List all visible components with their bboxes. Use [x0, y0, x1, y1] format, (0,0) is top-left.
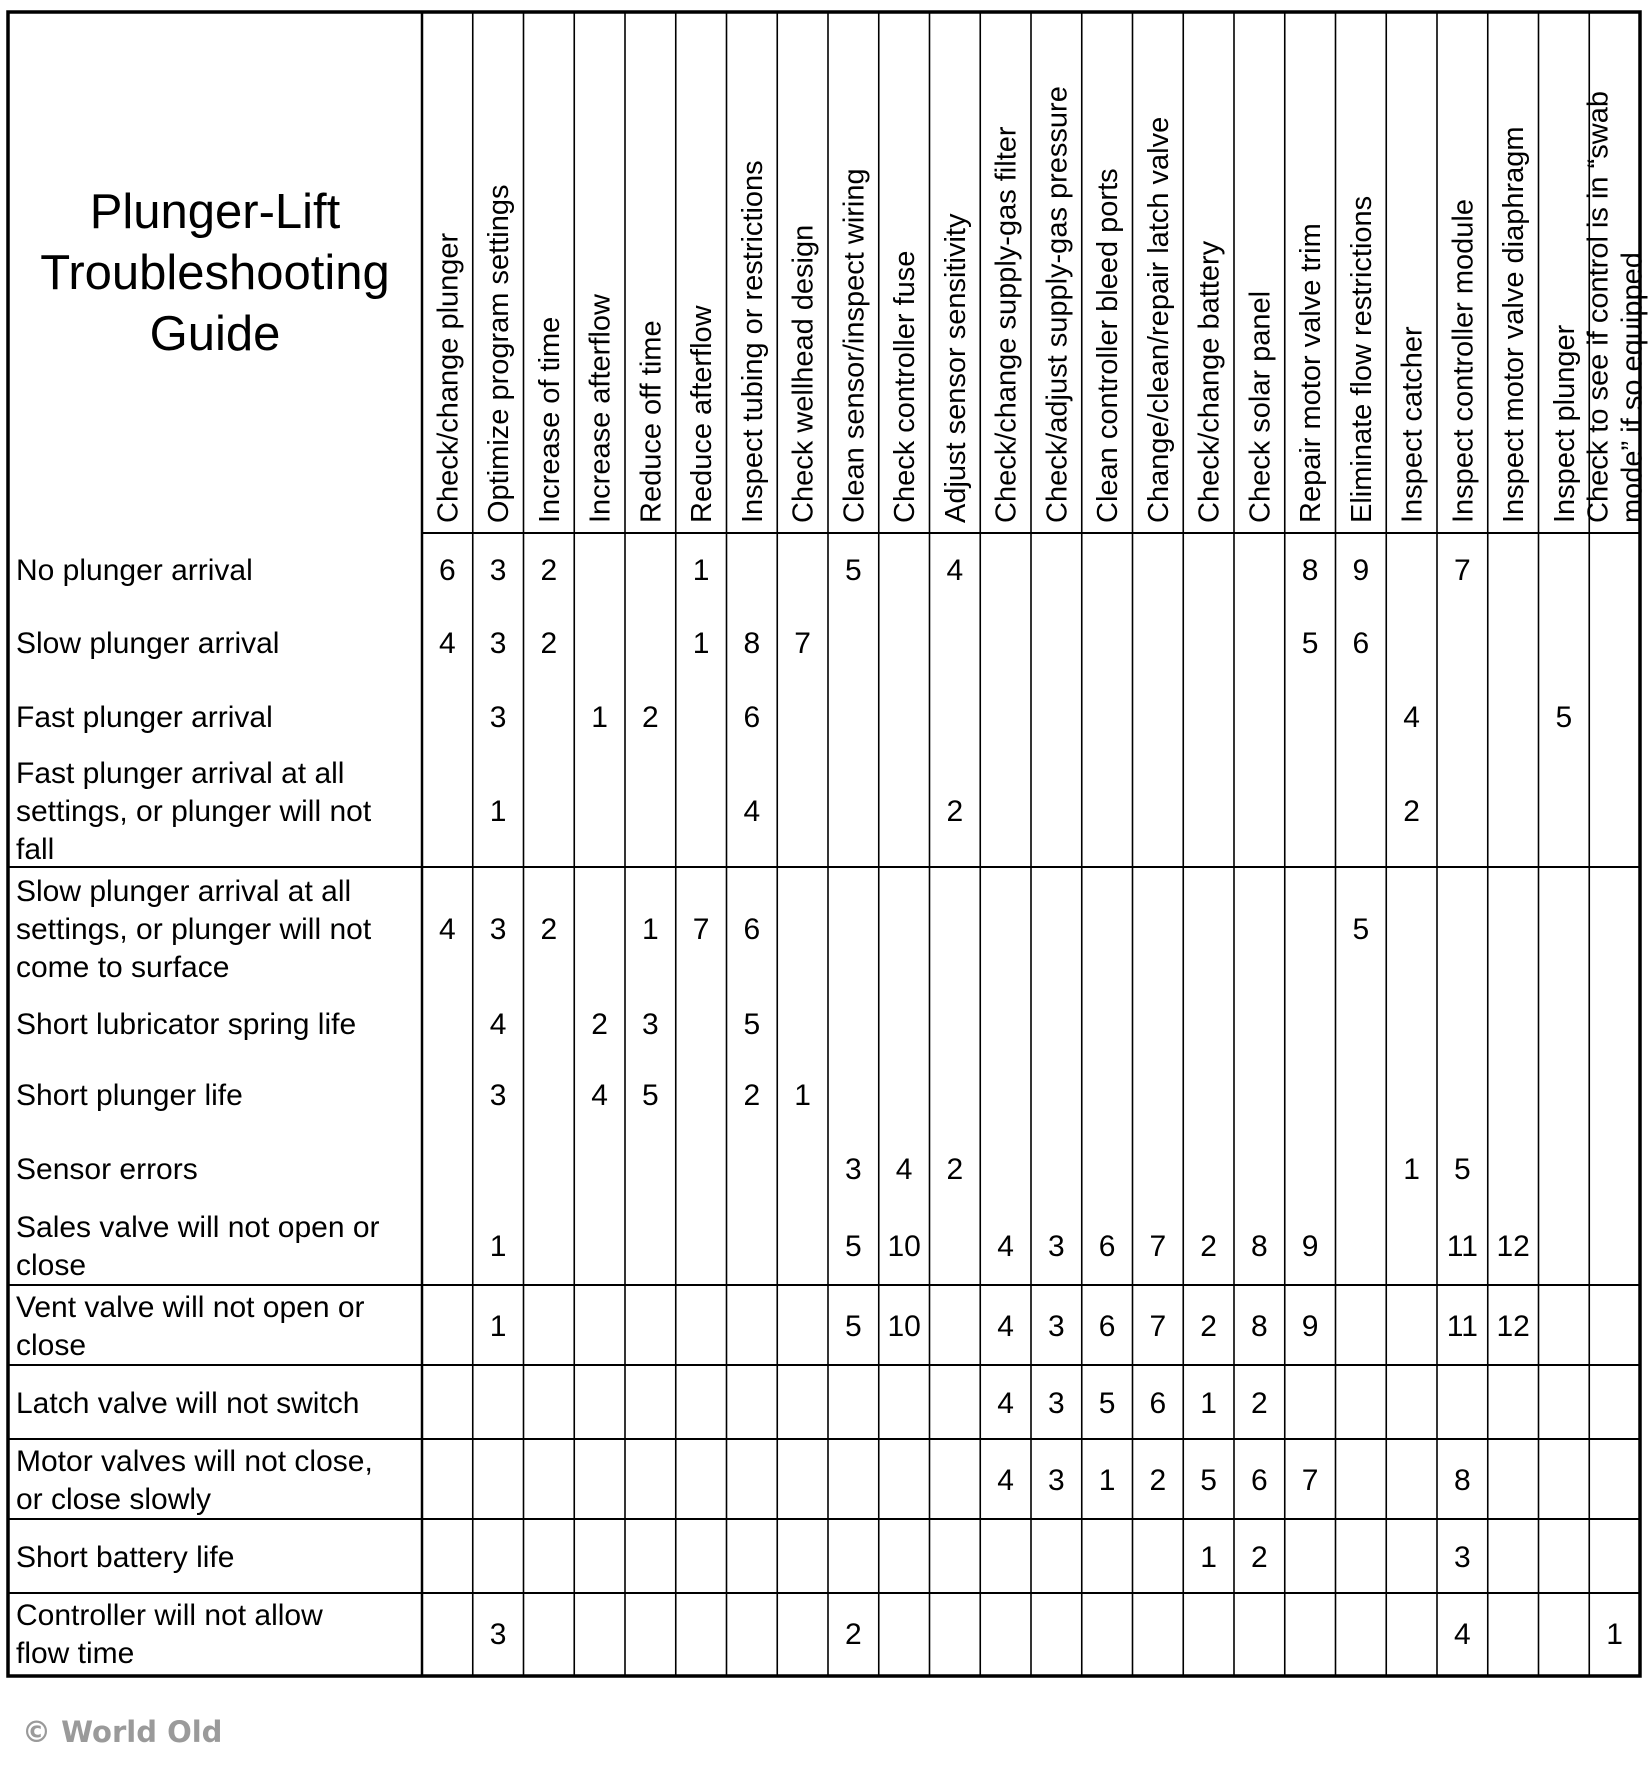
priority-cell: 8 [1251, 1310, 1268, 1343]
row-label: Motor valves will not close, [16, 1445, 373, 1478]
row-label: Slow plunger arrival [16, 627, 280, 660]
priority-cell: 9 [1301, 1310, 1319, 1343]
priority-cell: 5 [845, 554, 862, 587]
copyright-notice: © World Old [22, 1715, 223, 1749]
priority-cell: 2 [845, 1618, 862, 1651]
column-header: Change/clean/repair latch valve [1142, 116, 1175, 523]
column-header: Check/change supply-gas filter [990, 126, 1023, 523]
priority-cell: 5 [743, 1008, 761, 1041]
column-header: Clean controller bleed ports [1092, 168, 1125, 523]
priority-cell: 3 [489, 1618, 507, 1651]
priority-cell: 8 [743, 627, 761, 660]
column-header: Check wellhead design [787, 224, 820, 523]
priority-cell: 1 [692, 554, 710, 587]
priority-cell: 6 [1098, 1230, 1116, 1263]
priority-cell: 3 [1048, 1387, 1065, 1420]
priority-cell: 3 [1048, 1310, 1065, 1343]
priority-cell: 2 [540, 554, 558, 587]
row-label: Vent valve will not open or [16, 1291, 365, 1324]
row-label: Latch valve will not switch [16, 1387, 360, 1420]
priority-cell: 11 [1446, 1230, 1478, 1263]
priority-cell: 3 [489, 1079, 507, 1112]
column-header: Check/adjust supply-gas pressure [1041, 86, 1074, 523]
title-line: Troubleshooting [40, 246, 390, 300]
priority-cell: 7 [1149, 1310, 1167, 1343]
priority-cell: 3 [489, 701, 507, 734]
priority-cell: 2 [1200, 1230, 1217, 1263]
priority-cell: 6 [1251, 1464, 1268, 1497]
priority-cell: 6 [1098, 1310, 1116, 1343]
row-label: No plunger arrival [16, 554, 253, 587]
priority-cell: 3 [489, 913, 507, 946]
column-header: mode” if so equipped [1616, 252, 1649, 523]
priority-cell: 9 [1352, 554, 1370, 587]
title-line: Guide [149, 307, 281, 361]
priority-cell: 5 [1200, 1464, 1217, 1497]
priority-cell: 4 [946, 554, 964, 587]
priority-cell: 2 [946, 795, 964, 828]
priority-cell: 5 [1555, 701, 1573, 734]
row-labels [16, 554, 380, 1670]
row-label: Fast plunger arrival [16, 701, 273, 734]
priority-cell: 7 [692, 913, 710, 946]
priority-cell: 1 [1200, 1541, 1217, 1574]
priority-cell: 1 [489, 1230, 507, 1263]
priority-cell: 2 [1251, 1541, 1268, 1574]
priority-cell: 1 [489, 1310, 507, 1343]
priority-cell: 1 [489, 795, 507, 828]
priority-cell: 1 [1606, 1618, 1623, 1651]
priority-cell: 4 [1454, 1618, 1471, 1651]
priority-cell: 7 [1149, 1230, 1167, 1263]
column-header: Check/change battery [1193, 240, 1226, 523]
priority-cell: 3 [1454, 1541, 1471, 1574]
column-header: Repair motor valve trim [1295, 223, 1328, 523]
priority-cell: 1 [591, 701, 608, 734]
priority-cell: 3 [1048, 1230, 1065, 1263]
priority-cell: 2 [591, 1008, 608, 1041]
priority-cell: 1 [794, 1079, 811, 1112]
priority-cell: 1 [692, 627, 710, 660]
row-label: or close slowly [16, 1483, 212, 1516]
row-label: Short plunger life [16, 1079, 243, 1112]
row-label: Fast plunger arrival at all [16, 757, 345, 790]
row-label: Sensor errors [16, 1153, 198, 1186]
priority-cell: 5 [1301, 627, 1319, 660]
priority-cell: 5 [1098, 1387, 1116, 1420]
priority-cell: 2 [540, 627, 558, 660]
row-label: flow time [16, 1637, 135, 1670]
row-label: Short battery life [16, 1541, 235, 1574]
column-header: Increase afterflow [584, 294, 617, 523]
priority-cell: 2 [540, 913, 558, 946]
priority-cell: 8 [1454, 1464, 1471, 1497]
column-header: Increase of time [533, 316, 566, 523]
priority-cell: 2 [1200, 1310, 1217, 1343]
priority-cell: 4 [489, 1008, 507, 1041]
priority-cell: 1 [1403, 1153, 1420, 1186]
column-header: Adjust sensor sensitivity [939, 213, 972, 523]
priority-cell: 2 [946, 1153, 964, 1186]
column-header: Optimize program settings [483, 184, 516, 523]
column-header: Inspect catcher [1396, 326, 1429, 523]
column-header: Check solar panel [1244, 290, 1277, 523]
priority-cell: 4 [895, 1153, 913, 1186]
priority-cell: 4 [997, 1387, 1014, 1420]
column-header: Clean sensor/inspect wiring [838, 168, 871, 523]
priority-cell: 7 [1454, 554, 1471, 587]
priority-cell: 3 [489, 627, 507, 660]
column-header: Check controller fuse [889, 250, 922, 523]
row-label: come to surface [16, 951, 230, 984]
priority-cell: 10 [887, 1230, 921, 1263]
priority-cell: 4 [743, 795, 761, 828]
priority-cell: 5 [845, 1230, 862, 1263]
priority-cell: 12 [1496, 1310, 1530, 1343]
priority-cell: 3 [489, 554, 507, 587]
priority-cell: 4 [997, 1310, 1014, 1343]
priority-cell: 6 [439, 554, 456, 587]
row-label: close [16, 1329, 87, 1362]
priority-cell: 11 [1446, 1310, 1478, 1343]
priority-cell: 6 [743, 701, 761, 734]
row-label: settings, or plunger will not [16, 913, 372, 946]
column-header: Check/change plunger [432, 232, 465, 523]
row-label: Sales valve will not open or [16, 1211, 380, 1244]
priority-cell: 4 [1403, 701, 1420, 734]
priority-cell: 2 [1149, 1464, 1167, 1497]
column-header: Inspect motor valve diaphragm [1498, 126, 1531, 523]
priority-cell: 4 [439, 627, 456, 660]
column-header: Inspect controller module [1447, 199, 1480, 523]
priority-cell: 7 [1301, 1464, 1319, 1497]
column-headers [432, 86, 1648, 523]
column-header: Inspect plunger [1548, 324, 1581, 523]
column-header: Eliminate flow restrictions [1345, 195, 1378, 523]
priority-cell: 3 [1048, 1464, 1065, 1497]
column-header: Check to see if control is in “swab [1582, 91, 1615, 523]
priority-cell: 1 [1200, 1387, 1217, 1420]
row-label: close [16, 1249, 87, 1282]
priority-cell: 2 [642, 701, 659, 734]
priority-cell: 1 [642, 913, 659, 946]
row-label: settings, or plunger will not [16, 795, 372, 828]
title-line: Plunger-Lift [89, 185, 341, 239]
priority-cell: 3 [845, 1153, 862, 1186]
row-label: Short lubricator spring life [16, 1008, 357, 1041]
column-header: Reduce off time [635, 320, 668, 523]
priority-cell: 3 [642, 1008, 659, 1041]
priority-cell: 2 [1403, 795, 1420, 828]
priority-cell: 5 [642, 1079, 659, 1112]
priority-cell: 7 [794, 627, 811, 660]
priority-cell: 2 [743, 1079, 761, 1112]
priority-cell: 8 [1251, 1230, 1268, 1263]
guide-title [40, 185, 390, 361]
row-label: fall [16, 833, 55, 866]
row-label: Slow plunger arrival at all [16, 875, 352, 908]
row-label: Controller will not allow [16, 1599, 323, 1632]
priority-cell: 5 [1352, 913, 1370, 946]
priority-cell: 4 [591, 1079, 608, 1112]
priority-cell: 8 [1301, 554, 1319, 587]
priority-cell: 12 [1496, 1230, 1530, 1263]
column-header: Inspect tubing or restrictions [736, 160, 769, 523]
priority-cell: 4 [997, 1464, 1014, 1497]
priority-cell: 4 [439, 913, 456, 946]
priority-cell: 5 [845, 1310, 862, 1343]
priority-cell: 5 [1454, 1153, 1471, 1186]
priority-cell: 10 [887, 1310, 921, 1343]
column-header: Reduce afterflow [686, 305, 719, 523]
priority-cell: 1 [1098, 1464, 1116, 1497]
priority-cell: 6 [1352, 627, 1370, 660]
priority-cell: 2 [1251, 1387, 1268, 1420]
priority-cell: 4 [997, 1230, 1014, 1263]
priority-cell: 6 [1149, 1387, 1167, 1420]
priority-cell: 6 [743, 913, 761, 946]
priority-cell: 9 [1301, 1230, 1319, 1263]
